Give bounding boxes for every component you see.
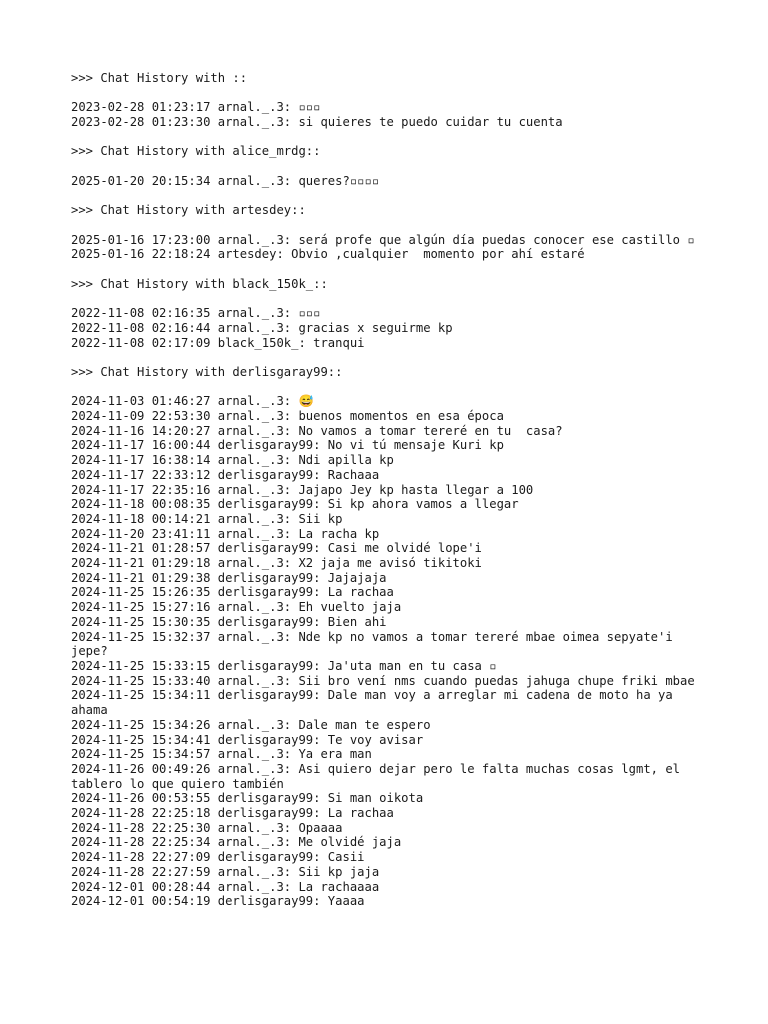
chat-section [71, 203, 711, 262]
chat-message-line: 2024-11-18 00:08:35 derlisgaray99: Si kp ahora vamos a llegar [71, 497, 519, 512]
chat-message-line: 2024-11-17 22:33:12 derlisgaray99: Rachaaa [71, 467, 380, 482]
chat-message-line: 2024-11-25 15:34:26 arnal._.3: Dale man te espero [71, 717, 431, 732]
chat-section [71, 71, 711, 130]
chat-message-line: 2024-11-25 15:34:41 derlisgaray99: Te voy avisar [71, 732, 424, 747]
chat-message-line: 2025-01-16 17:23:00 arnal._.3: será profe que algún día puedas conocer ese castillo ▫ [71, 232, 695, 247]
chat-message-line: 2024-11-25 15:33:40 arnal._.3: Sii bro vení nms cuando puedas jahuga chupe friki mbae [71, 673, 695, 688]
chat-message-line: 2025-01-20 20:15:34 arnal._.3: queres?▫▫▫▫ [71, 173, 380, 188]
chat-message-line: 2024-11-03 01:46:27 arnal._.3: 😅 [71, 394, 314, 409]
chat-message-line: 2024-11-28 22:27:09 derlisgaray99: Casii [71, 850, 365, 865]
chat-message-line: 2024-11-17 22:35:16 arnal._.3: Jajapo Jey kp hasta llegar a 100 [71, 482, 534, 497]
chat-message-line: 2022-11-08 02:16:35 arnal._.3: ▫▫▫ [71, 306, 321, 321]
chat-message-line: 2024-11-26 00:49:26 arnal._.3: Asi quiero dejar pero le falta muchas cosas lgmt, el tablero lo que quiero también [71, 761, 688, 791]
chat-message-line: 2023-02-28 01:23:30 arnal._.3: si quieres te puedo cuidar tu cuenta [71, 115, 563, 130]
chat-message-line: 2024-11-25 15:33:15 derlisgaray99: Ja'uta man en tu casa ▫ [71, 658, 497, 673]
chat-message-line: 2024-11-21 01:28:57 derlisgaray99: Casi me olvidé lope'i [71, 541, 482, 556]
chat-message-line: 2024-11-28 22:25:18 derlisgaray99: La rachaa [71, 806, 394, 821]
chat-section [71, 277, 711, 351]
chat-section [71, 365, 711, 909]
chat-message-line: 2025-01-16 22:18:24 artesdey: Obvio ,cualquier momento por ahí estaré [71, 247, 585, 262]
chat-message-line: 2024-11-18 00:14:21 arnal._.3: Sii kp [71, 511, 343, 526]
chat-message-line: 2024-11-25 15:34:57 arnal._.3: Ya era man [71, 747, 372, 762]
chat-message-line: 2022-11-08 02:16:44 arnal._.3: gracias x seguirme kp [71, 320, 453, 335]
chat-section-header: >>> Chat History with artesdey:: [71, 203, 306, 218]
chat-message-line: 2024-11-09 22:53:30 arnal._.3: buenos momentos en esa época [71, 409, 504, 424]
chat-section-header: >>> Chat History with derlisgaray99:: [71, 364, 343, 379]
chat-message-line: 2024-12-01 00:54:19 derlisgaray99: Yaaaa [71, 894, 365, 909]
chat-message-line: 2024-11-16 14:20:27 arnal._.3: No vamos a tomar tereré en tu casa? [71, 423, 563, 438]
chat-message-line: 2024-11-28 22:27:59 arnal._.3: Sii kp jaja [71, 864, 380, 879]
chat-history-document [71, 71, 711, 924]
chat-message-line: 2024-12-01 00:28:44 arnal._.3: La rachaaaa [71, 879, 380, 894]
chat-section-header: >>> Chat History with black_150k_:: [71, 276, 328, 291]
chat-message-line: 2022-11-08 02:17:09 black_150k_: tranqui [71, 335, 365, 350]
chat-message-line: 2023-02-28 01:23:17 arnal._.3: ▫▫▫ [71, 100, 321, 115]
chat-message-line: 2024-11-20 23:41:11 arnal._.3: La racha kp [71, 526, 380, 541]
chat-message-line: 2024-11-21 01:29:18 arnal._.3: X2 jaja me avisó tikitoki [71, 556, 482, 571]
chat-message-line: 2024-11-21 01:29:38 derlisgaray99: Jajajaja [71, 570, 387, 585]
chat-message-line: 2024-11-28 22:25:30 arnal._.3: Opaaaa [71, 820, 343, 835]
chat-message-line: 2024-11-25 15:26:35 derlisgaray99: La rachaa [71, 585, 394, 600]
chat-message-line: 2024-11-26 00:53:55 derlisgaray99: Si man oikota [71, 791, 424, 806]
chat-message-line: 2024-11-17 16:38:14 arnal._.3: Ndi apilla kp [71, 453, 394, 468]
chat-message-line: 2024-11-17 16:00:44 derlisgaray99: No vi tú mensaje Kuri kp [71, 438, 504, 453]
chat-message-line: 2024-11-25 15:30:35 derlisgaray99: Bien ahi [71, 614, 387, 629]
chat-message-line: 2024-11-28 22:25:34 arnal._.3: Me olvidé jaja [71, 835, 402, 850]
chat-section-header: >>> Chat History with :: [71, 71, 248, 85]
chat-message-line: 2024-11-25 15:32:37 arnal._.3: Nde kp no vamos a tomar tereré mbae oimea sepyate'i jepe? [71, 629, 681, 659]
chat-section [71, 144, 711, 188]
chat-section-header: >>> Chat History with alice_mrdg:: [71, 144, 321, 159]
chat-message-line: 2024-11-25 15:27:16 arnal._.3: Eh vuelto jaja [71, 600, 402, 615]
chat-message-line: 2024-11-25 15:34:11 derlisgaray99: Dale man voy a arreglar mi cadena de moto ha ya ahama [71, 688, 681, 718]
